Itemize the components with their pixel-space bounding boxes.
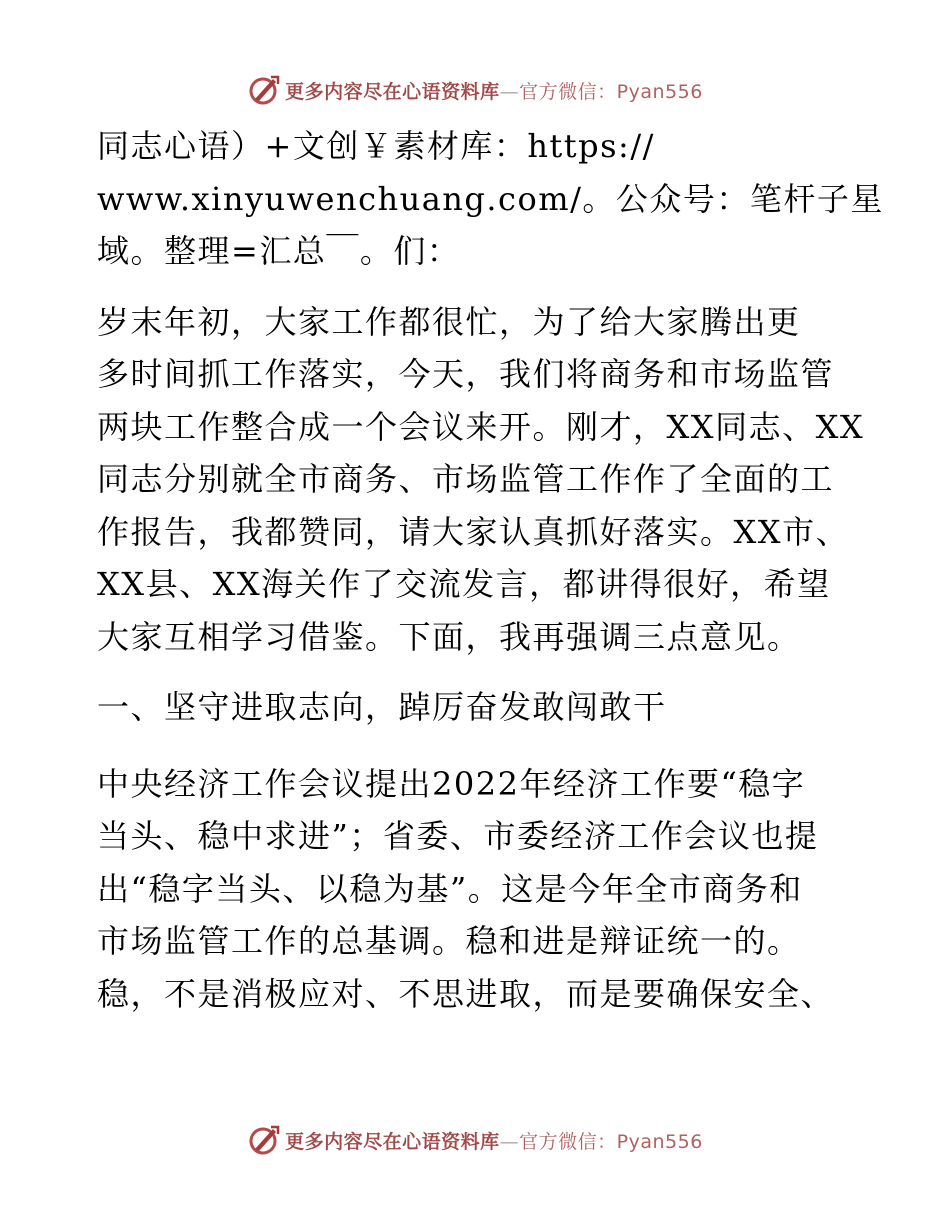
paragraph-section-one: [97, 758, 867, 1021]
quill-logo-icon: [247, 1123, 281, 1157]
text-line: 大家互相学习借鉴。下面，我再强调三点意见。: [97, 617, 801, 656]
section-heading: [97, 681, 867, 734]
text-line: www.xinyuwenchuang.com/。公众号：笔杆子星: [97, 179, 884, 218]
footer-watermark-banner: [0, 1120, 950, 1160]
watermark-lead: 更多内容尽在心语资料库: [285, 80, 500, 103]
watermark-lead: 更多内容尽在心语资料库: [285, 1130, 500, 1153]
watermark-dash: —: [499, 80, 520, 103]
heading-line: 一、坚守进取志向，踔厉奋发敢闯敢干: [97, 688, 667, 726]
text-line: 岁末年初，大家工作都很忙，为了给大家腾出更: [97, 302, 801, 341]
watermark-dash: —: [499, 1130, 520, 1153]
text-line: 中央经济工作会议提出2022年经济工作要“稳字: [97, 764, 806, 803]
text-line: 市场监管工作的总基调。稳和进是辩证统一的。: [97, 922, 801, 960]
text-line: 两块工作整合成一个会议来开。刚才，XX同志、XX: [97, 407, 865, 446]
document-body: [97, 120, 884, 1038]
watermark-tail: 官方微信：Pyan556: [519, 80, 703, 103]
text-line: 当头、稳中求进”；省委、市委经济工作会议也提: [97, 817, 819, 855]
paragraph-source-note: [97, 120, 884, 278]
header-watermark-banner: [0, 70, 950, 110]
text-line: 出“稳字当头、以稳为基”。这是今年全市商务和: [97, 869, 803, 908]
watermark-text: [285, 77, 703, 104]
text-line: 稳，不是消极应对、不思进取，而是要确保安全、: [97, 974, 835, 1013]
text-line: 多时间抓工作落实，今天，我们将商务和市场监管: [97, 355, 835, 393]
text-line: 域。整理=汇总￣。们：: [97, 232, 461, 270]
text-line: 作报告，我都赞同，请大家认真抓好落实。XX市、: [97, 512, 850, 551]
text-line: XX县、XX海关作了交流发言，都讲得很好，希望: [97, 565, 831, 603]
quill-logo-icon: [247, 73, 281, 107]
paragraph-intro: [97, 296, 867, 664]
watermark-text: [285, 1127, 703, 1154]
watermark-tail: 官方微信：Pyan556: [519, 1130, 703, 1153]
text-line: 同志分别就全市商务、市场监管工作作了全面的工: [97, 460, 835, 498]
text-line: 同志心语）+文创￥素材库：https://: [97, 127, 655, 165]
